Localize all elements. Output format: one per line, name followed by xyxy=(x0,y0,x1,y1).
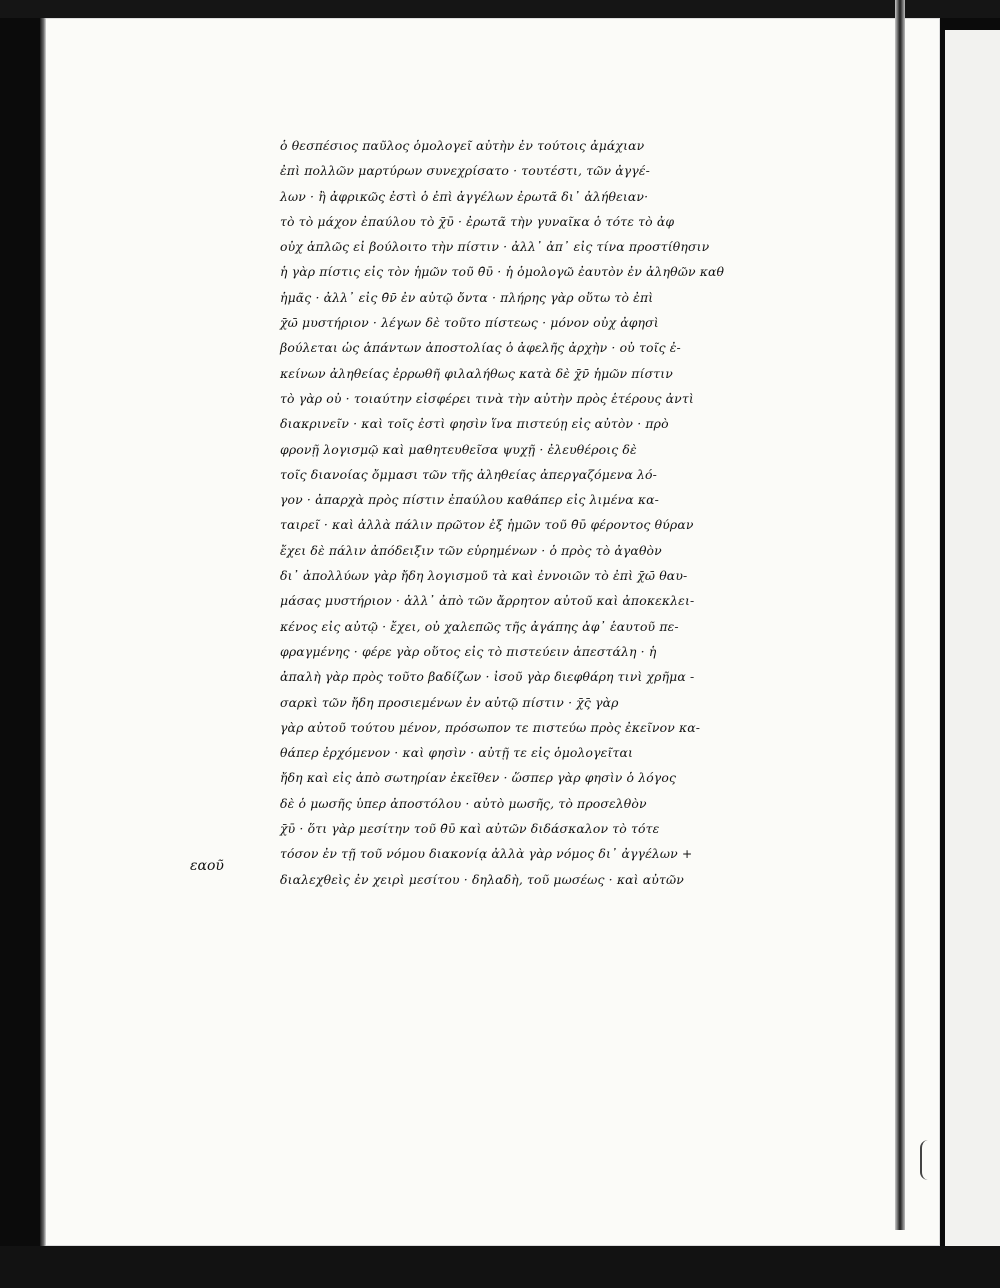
text-line: δι᾽ ἀπολλύων γὰρ ἤδη λογισμοῦ τὰ καὶ ἐννοιῶν τὸ ἐπὶ χ̄ω̄ θαυ- xyxy=(280,568,688,584)
text-line: ἐπὶ πολλῶν μαρτύρων συνεχρίσατο · τουτέστι, τῶν ἀγγέ- xyxy=(280,163,650,179)
page-left-edge xyxy=(40,18,46,1246)
text-line: τόσον ἐν τῇ τοῦ νόμου διακονίᾳ ἀλλὰ γὰρ νόμος δι᾽ ἀγγέλων + xyxy=(280,846,693,862)
manuscript-text-block xyxy=(280,133,810,892)
text-line: βούλεται ὡς ἁπάντων ἀποστολίας ὁ ἀφελῆς ἀρχὴν · οὐ τοῖς ἐ- xyxy=(280,340,681,356)
text-line: τοῖς διανοίας ὄμμασι τῶν τῆς ἀληθείας ἀπεργαζόμενα λό- xyxy=(280,466,657,482)
text-line: διαλεχθεὶς ἐν χειρὶ μεσίτου · δηλαδὴ, τοῦ μωσέως · καὶ αὐτῶν xyxy=(280,871,684,887)
text-line: χ̄ω̄ μυστήριον · λέγων δὲ τοῦτο πίστεως · μόνον οὐχ ἀφησὶ xyxy=(280,315,659,331)
text-line: χ̄ῡ · ὅτι γὰρ μεσίτην τοῦ θ̄ῡ καὶ αὐτῶν διδάσκαλον τὸ τότε xyxy=(280,821,660,837)
text-line: γον · ἀπαρχὰ πρὸς πίστιν ἐπαύλου καθάπερ εἰς λιμένα κα- xyxy=(280,492,659,508)
text-line: ἔχει δὲ πάλιν ἀπόδειξιν τῶν εὑρημένων · ὁ πρὸς τὸ ἀγαθὸν xyxy=(280,542,662,558)
text-line: λων · ἢ ἀφρικῶς ἐστὶ ὁ ἐπὶ ἀγγέλων ἐρωτᾶ δι᾽ ἀλήθειαν· xyxy=(280,188,649,204)
text-line: φραγμένης · φέρε γὰρ οὕτος εἰς τὸ πιστεύειν ἀπεστάλη · ἡ xyxy=(280,643,657,659)
text-line: ἡμᾶς · ἀλλ᾽ εἰς θ̄ν̄ ἐν αὐτῷ ὄντα · πλήρης γὰρ οὕτω τὸ ἐπὶ xyxy=(280,289,654,305)
text-line: ἡ γὰρ πίστις εἰς τὸν ἡμῶν τοῦ θ̄ῡ · ἡ ὁμολογῶ ἐαυτὸν ἐν ἀληθῶν καθ xyxy=(280,264,725,280)
scan-top-border xyxy=(0,0,1000,18)
text-line: ἀπαλὴ γὰρ πρὸς τοῦτο βαδίζων · ἰσοῦ γὰρ διεφθάρη τινὶ χρῆμα - xyxy=(280,669,695,685)
text-line: οὐχ ἁπλῶς εἰ βούλοιτο τὴν πίστιν · ἀλλ᾽ ἀπ᾽ εἰς τίνα προστίθησιν xyxy=(280,239,710,255)
text-line: ταιρεῖ · καὶ ἀλλὰ πάλιν πρῶτον ἐξ ἡμῶν τοῦ θ̄ῡ φέροντος θύραν xyxy=(280,517,694,533)
margin-annotation: εαοῦ xyxy=(190,858,224,874)
text-line: δὲ ὁ μωσῆς ὑπερ ἀποστόλου · αὐτὸ μωσῆς, τὸ προσελθὸν xyxy=(280,795,647,811)
text-line: ὁ θεσπέσιος παῦλος ὁμολογεῖ αὐτὴν ἐν τούτοις ἀμάχιαν xyxy=(280,138,645,153)
facing-page-strip xyxy=(945,30,1000,1248)
text-line: φρονῇ λογισμῷ καὶ μαθητευθεῖσα ψυχῇ · ἐλευθέροις δὲ xyxy=(280,441,637,457)
text-line: ἤδη καὶ εἰς ἀπὸ σωτηρίαν ἐκεῖθεν · ὥσπερ γὰρ φησὶν ὁ λόγος xyxy=(280,770,677,786)
text-line: κένος εἰς αὐτῷ · ἔχει, οὐ χαλεπῶς τῆς ἀγάπης ἀφ᾽ ἑαυτοῦ πε- xyxy=(280,618,679,634)
scan-bottom-border xyxy=(0,1246,1000,1288)
text-line: θάπερ ἐρχόμενον · καὶ φησὶν · αὐτῇ τε εἰς ὁμολογεῖται xyxy=(280,745,634,761)
binding-stub xyxy=(920,1140,938,1180)
text-line: διακρινεῖν · καὶ τοῖς ἐστὶ φησὶν ἵνα πιστεύῃ εἰς αὐτὸν · πρὸ xyxy=(280,416,669,432)
text-line: τὸ τὸ μάχον ἐπαύλου τὸ χ̄ῡ · ἐρωτᾶ τὴν γυναῖκα ὁ τότε τὸ ἀφ xyxy=(280,213,675,229)
text-line: μάσας μυστήριον · ἀλλ᾽ ἀπὸ τῶν ἄρρητον αὐτοῦ καὶ ἀποκεκλει- xyxy=(280,593,695,609)
text-line: σαρκὶ τῶν ἤδη προσιεμένων ἐν αὐτῷ πίστιν · χ̄ς̄ γὰρ xyxy=(280,694,619,710)
text-line: κείνων ἀληθείας ἐρρωθῆ φιλαλήθως κατὰ δὲ χ̄ν̄ ἡμῶν πίστιν xyxy=(280,365,673,381)
text-line: γὰρ αὐτοῦ τούτου μένον, πρόσωπον τε πιστεύω πρὸς ἐκεῖνον κα- xyxy=(280,719,701,735)
page-gutter xyxy=(895,0,905,1230)
text-line: τὸ γὰρ οὐ · τοιαύτην εἰσφέρει τινὰ τὴν αὐτὴν πρὸς ἑτέρους ἀντὶ xyxy=(280,390,694,406)
